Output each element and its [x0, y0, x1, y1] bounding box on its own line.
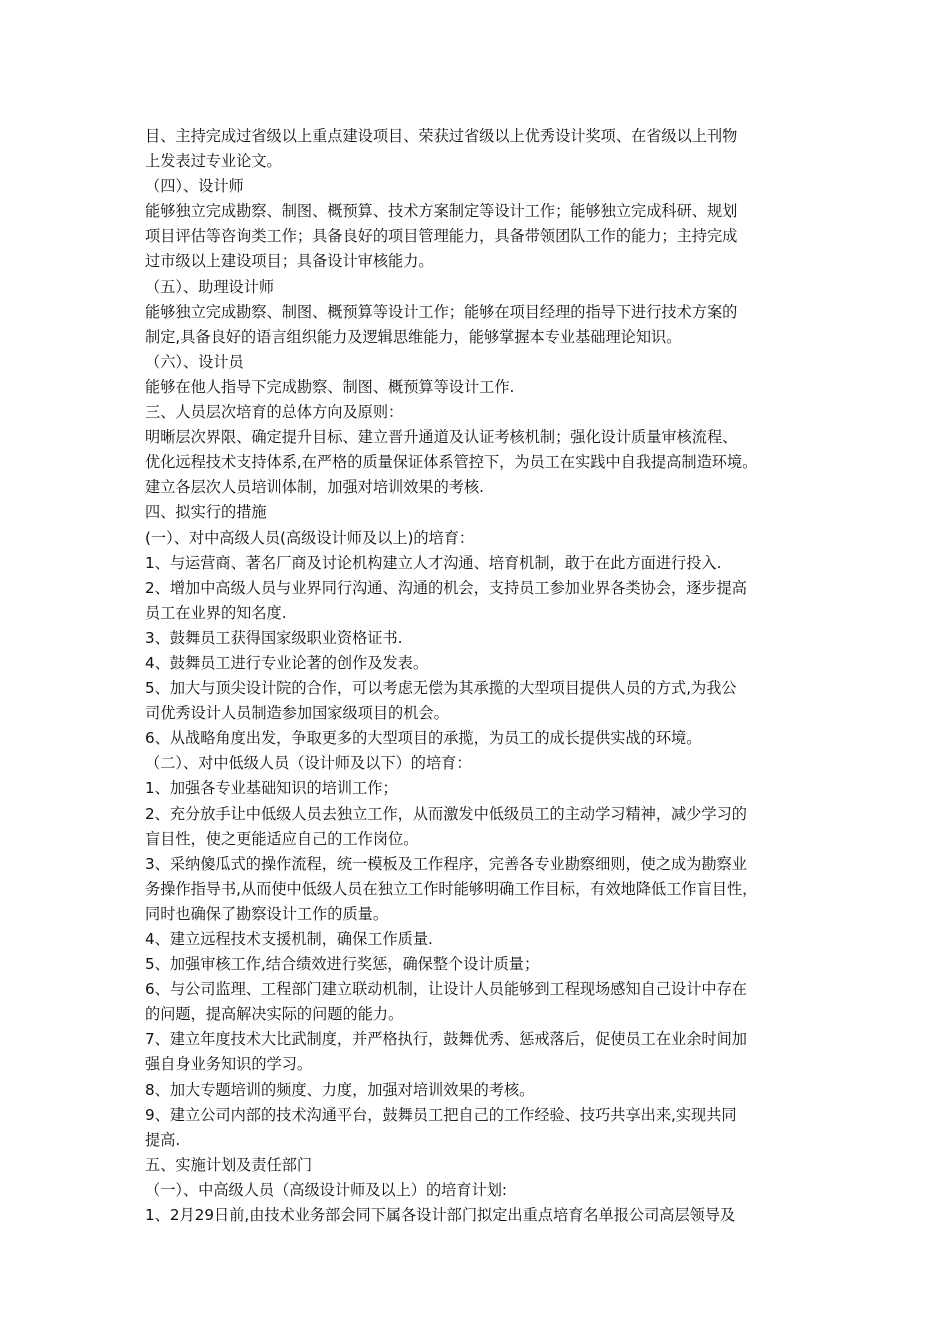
text-line: 7、建立年度技术大比武制度，并严格执行，鼓舞优秀、惩戒落后，促使员工在业余时间加	[145, 1030, 747, 1049]
text-line: 1、与运营商、著名厂商及讨论机构建立人才沟通、培育机制，敢于在此方面进行投入.	[145, 553, 722, 572]
text-line: (一）、对中高级人员(高级设计师及以上)的培育：	[145, 528, 475, 547]
text-line: 优化远程技术支持体系,在严格的质量保证体系管控下，为员工在实践中自我提高制造环境。	[145, 453, 758, 472]
text-line: 司优秀设计人员制造参加国家级项目的机会。	[145, 704, 449, 723]
text-line: 过市级以上建设项目；具备设计审核能力。	[145, 252, 434, 271]
text-line: 2、充分放手让中低级人员去独立工作，从而激发中低级员工的主动学习精神，减少学习的	[145, 804, 747, 823]
text-line: 目、主持完成过省级以上重点建设项目、荣获过省级以上优秀设计奖项、在省级以上刊物	[145, 127, 738, 145]
text-line: 5、加强审核工作,结合绩效进行奖惩，确保整个设计质量；	[145, 955, 540, 974]
text-line: 4、鼓舞员工进行专业论著的创作及发表。	[145, 653, 429, 672]
text-line: 能够在他人指导下完成勘察、制图、概预算等设计工作.	[145, 377, 515, 396]
text-line: 三、人员层次培育的总体方向及原则：	[145, 403, 404, 422]
text-line: （一）、中高级人员（高级设计师及以上）的培育计划:	[145, 1180, 508, 1199]
text-line: 五、实施计划及责任部门	[145, 1155, 313, 1174]
text-line: （六）、设计员	[145, 352, 244, 371]
text-line: 4、建立远程技术支援机制，确保工作质量.	[145, 930, 433, 948]
text-line: 制定,具备良好的语言组织能力及逻辑思维能力，能够掌握本专业基础理论知识。	[145, 327, 682, 346]
text-line: 9、建立公司内部的技术沟通平台，鼓舞员工把自己的工作经验、技巧共享出来,实现共同	[145, 1105, 737, 1124]
text-line: 1、2月29日前,由技术业务部会同下属各设计部门拟定出重点培育名单报公司高层领导及	[145, 1206, 736, 1225]
text-line: 1、加强各专业基础知识的培训工作；	[145, 779, 398, 798]
text-line: （五）、助理设计师	[145, 277, 275, 296]
text-line: 建立各层次人员培训体制，加强对培训效果的考核.	[145, 478, 484, 497]
text-line: 5、加大与顶尖设计院的合作，可以考虑无偿为其承揽的大型项目提供人员的方式,为我公	[145, 679, 737, 698]
text-line: 上发表过专业论文。	[145, 152, 282, 171]
document-body	[145, 124, 817, 1228]
text-line: 的问题，提高解决实际的问题的能力。	[145, 1005, 404, 1024]
text-line: 3、采纳傻瓜式的操作流程，统一模板及工作程序，完善各专业勘察细则，使之成为勘察业	[145, 854, 747, 873]
text-line: 员工在业界的知名度.	[145, 603, 287, 622]
text-line: 能够独立完成勘察、制图、概预算等设计工作；能够在项目经理的指导下进行技术方案的	[145, 302, 738, 321]
text-line: 能够独立完成勘察、制图、概预算、技术方案制定等设计工作；能够独立完成科研、规划	[145, 202, 738, 221]
text-line: 2、增加中高级人员与业界同行沟通、沟通的机会，支持员工参加业界各类协会，逐步提高	[145, 578, 747, 597]
text-line: 同时也确保了勘察设计工作的质量。	[145, 904, 388, 923]
text-line: 明晰层次界限、确定提升目标、建立晋升通道及认证考核机制；强化设计质量审核流程、	[145, 428, 738, 447]
text-line: （四）、设计师	[145, 177, 244, 196]
text-line: 6、从战略角度出发，争取更多的大型项目的承揽，为员工的成长提供实战的环境。	[145, 729, 702, 748]
text-line: 6、与公司监理、工程部门建立联动机制，让设计人员能够到工程现场感知自己设计中存在	[145, 980, 747, 999]
text-line: 盲目性，使之更能适应自己的工作岗位。	[145, 829, 419, 848]
text-line: 8、加大专题培训的频度、力度，加强对培训效果的考核。	[145, 1080, 535, 1099]
text-line: （二）、对中低级人员（设计师及以下）的培育：	[145, 754, 472, 773]
text-line: 务操作指导书,从而使中低级人员在独立工作时能够明确工作目标，有效地降低工作盲目性，	[145, 879, 758, 898]
text-line: 提高.	[145, 1130, 181, 1149]
text-line: 四、拟实行的措施	[145, 503, 267, 522]
text-line: 3、鼓舞员工获得国家级职业资格证书.	[145, 628, 403, 647]
text-line: 项目评估等咨询类工作；具备良好的项目管理能力，具备带领团队工作的能力；主持完成	[145, 227, 738, 246]
text-line: 强自身业务知识的学习。	[145, 1055, 313, 1074]
